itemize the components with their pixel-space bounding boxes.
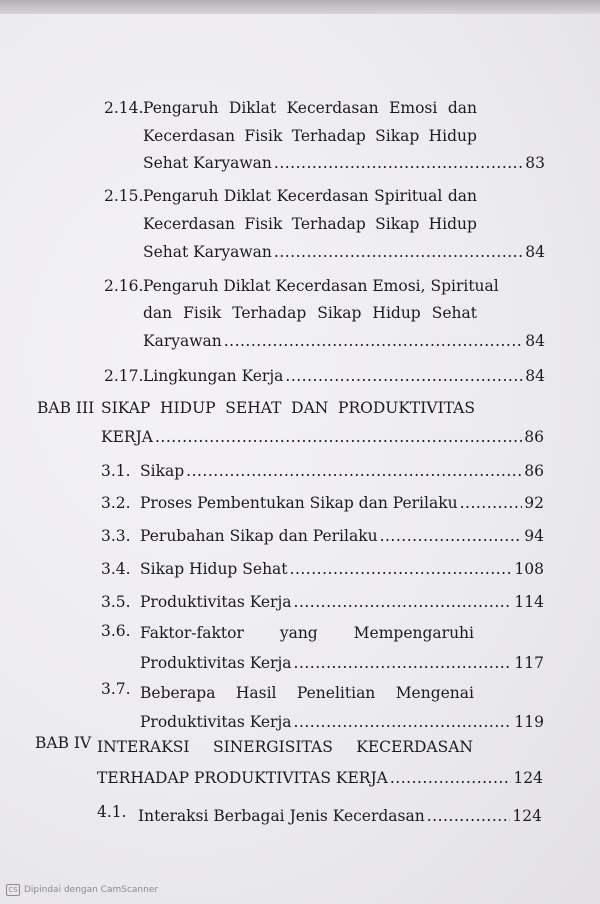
- toc-entry-line[interactable]: [140, 653, 544, 673]
- word: Mempengaruhi: [353, 624, 474, 642]
- word: DAN: [291, 399, 329, 417]
- page-number: 92: [524, 494, 544, 512]
- page-number: 108: [514, 560, 544, 578]
- word: Sikap: [375, 215, 420, 233]
- toc-number: 3.1.: [101, 462, 131, 480]
- toc-entry-title: Interaksi Berbagai Jenis Kecerdasan: [138, 807, 425, 825]
- toc-entry-title: Produktivitas Kerja: [140, 654, 292, 672]
- word: dan: [143, 304, 173, 322]
- word: Sikap: [375, 127, 420, 145]
- toc-line: [143, 186, 477, 206]
- scanner-watermark: [6, 884, 158, 896]
- page-number: 94: [524, 527, 544, 545]
- toc-entry-line[interactable]: [140, 493, 544, 513]
- page-number: 117: [514, 654, 544, 672]
- word: Terhadap: [291, 127, 366, 145]
- toc-number: 2.16.: [104, 277, 144, 295]
- toc-entry-line[interactable]: [140, 526, 544, 546]
- word: Terhadap: [232, 304, 307, 322]
- toc-number: 3.2.: [101, 494, 131, 512]
- page-number: 84: [525, 367, 545, 385]
- toc-entry-title: Proses Pembentukan Sikap dan Perilaku: [140, 494, 458, 512]
- scan-top-edge: [0, 0, 600, 14]
- word: Emosi: [389, 99, 438, 117]
- word: Hidup: [428, 215, 477, 233]
- word: yang: [279, 624, 318, 642]
- dot-leader: [294, 712, 513, 732]
- chapter-label: BAB IV: [35, 734, 92, 752]
- word: KECERDASAN: [356, 738, 473, 756]
- word: Beberapa: [140, 684, 216, 702]
- page-number: 86: [524, 428, 544, 446]
- toc-number: 4.1.: [97, 803, 127, 821]
- toc-line: Pengaruh Diklat Kecerdasan Emosi, Spiritual: [143, 277, 499, 295]
- toc-entry-title: Sehat Karyawan: [143, 154, 272, 172]
- word: Hidup: [428, 127, 477, 145]
- page-number: 124: [513, 769, 543, 787]
- toc-number: 3.5.: [101, 593, 131, 611]
- toc-entry-line[interactable]: [138, 806, 542, 826]
- camscanner-icon: CS: [6, 884, 20, 896]
- word: Penelitian: [296, 684, 376, 702]
- word: Kecerdasan: [143, 215, 235, 233]
- toc-line: [143, 214, 477, 234]
- dot-leader: [294, 592, 513, 612]
- toc-entry-line[interactable]: [140, 592, 544, 612]
- toc-entry-title: TERHADAP PRODUKTIVITAS KERJA: [97, 769, 388, 787]
- word: dan: [447, 187, 477, 205]
- word: Sikap: [317, 304, 362, 322]
- word: PRODUKTIVITAS: [338, 399, 475, 417]
- word: SINERGISITAS: [212, 738, 333, 756]
- word: Terhadap: [291, 215, 366, 233]
- toc-entry-title: Produktivitas Kerja: [140, 713, 292, 731]
- toc-line: [140, 623, 474, 643]
- word: Fisik: [183, 304, 222, 322]
- page-number: 124: [512, 807, 542, 825]
- dot-leader: [155, 427, 522, 447]
- toc-entry-line[interactable]: [140, 712, 544, 732]
- dot-leader: [186, 461, 522, 481]
- toc-number: 2.17.: [104, 367, 144, 385]
- dot-leader: [224, 331, 524, 351]
- word: Faktor-faktor: [140, 624, 244, 642]
- dot-leader: [294, 653, 513, 673]
- word: SEHAT: [225, 399, 282, 417]
- word: Diklat: [223, 187, 272, 205]
- toc-line: [140, 683, 474, 703]
- watermark-text: Dipindai dengan CamScanner: [24, 885, 159, 895]
- dot-leader: [290, 559, 513, 579]
- toc-line: [143, 126, 477, 146]
- toc-line: [97, 737, 473, 757]
- toc-number: 3.6.: [101, 622, 131, 640]
- toc-entry-title: Sikap: [140, 462, 185, 480]
- word: Sehat: [431, 304, 477, 322]
- page-number: 84: [525, 332, 545, 350]
- word: Kecerdasan: [286, 99, 379, 117]
- word: Spiritual: [374, 187, 443, 205]
- toc-entry-line[interactable]: [143, 242, 545, 262]
- word: HIDUP: [160, 399, 216, 417]
- toc-entry-line[interactable]: [143, 153, 545, 173]
- toc-line: [101, 398, 475, 418]
- word: Hasil: [235, 684, 277, 702]
- toc-entry-line[interactable]: [140, 461, 544, 481]
- word: INTERAKSI: [97, 738, 190, 756]
- toc-number: 3.4.: [101, 560, 131, 578]
- toc-entry-title: Lingkungan Kerja: [143, 367, 284, 385]
- toc-entry-title: Karyawan: [143, 332, 222, 350]
- word: Pengaruh: [143, 99, 219, 117]
- toc-entry-line[interactable]: [140, 559, 544, 579]
- toc-entry-line[interactable]: [143, 331, 545, 351]
- page-number: 84: [525, 243, 545, 261]
- toc-entry-title: KERJA: [101, 428, 153, 446]
- word: SIKAP: [101, 399, 151, 417]
- dot-leader: [285, 366, 523, 386]
- word: Fisik: [244, 127, 283, 145]
- toc-entry-title: Perubahan Sikap dan Perilaku: [140, 527, 378, 545]
- dot-leader: [380, 526, 523, 546]
- toc-entry-line[interactable]: [101, 427, 544, 447]
- toc-entry-line[interactable]: [97, 768, 543, 788]
- page-number: 83: [525, 154, 545, 172]
- dot-leader: [427, 806, 511, 826]
- word: Pengaruh: [143, 187, 219, 205]
- word: Mengenai: [395, 684, 474, 702]
- toc-line: [143, 303, 477, 323]
- dot-leader: [460, 493, 523, 513]
- word: Hidup: [372, 304, 421, 322]
- word: Kecerdasan: [143, 127, 235, 145]
- toc-entry-title: Sehat Karyawan: [143, 243, 272, 261]
- toc-number: 3.7.: [101, 680, 131, 698]
- toc-entry-line[interactable]: [143, 366, 545, 386]
- toc-number: 3.3.: [101, 527, 131, 545]
- word: Diklat: [228, 99, 277, 117]
- toc-number: 2.14.: [104, 99, 144, 117]
- chapter-label: BAB III: [37, 399, 95, 417]
- toc-entry-title: Produktivitas Kerja: [140, 593, 292, 611]
- page-number: 119: [514, 713, 544, 731]
- toc-line: [143, 98, 477, 118]
- dot-leader: [274, 242, 523, 262]
- dot-leader: [390, 768, 512, 788]
- dot-leader: [274, 153, 523, 173]
- word: Fisik: [244, 215, 283, 233]
- word: Kecerdasan: [276, 187, 369, 205]
- toc-number: 2.15.: [104, 187, 144, 205]
- page-number: 114: [514, 593, 544, 611]
- toc-entry-title: Sikap Hidup Sehat: [140, 560, 288, 578]
- word: dan: [447, 99, 477, 117]
- page-number: 86: [524, 462, 544, 480]
